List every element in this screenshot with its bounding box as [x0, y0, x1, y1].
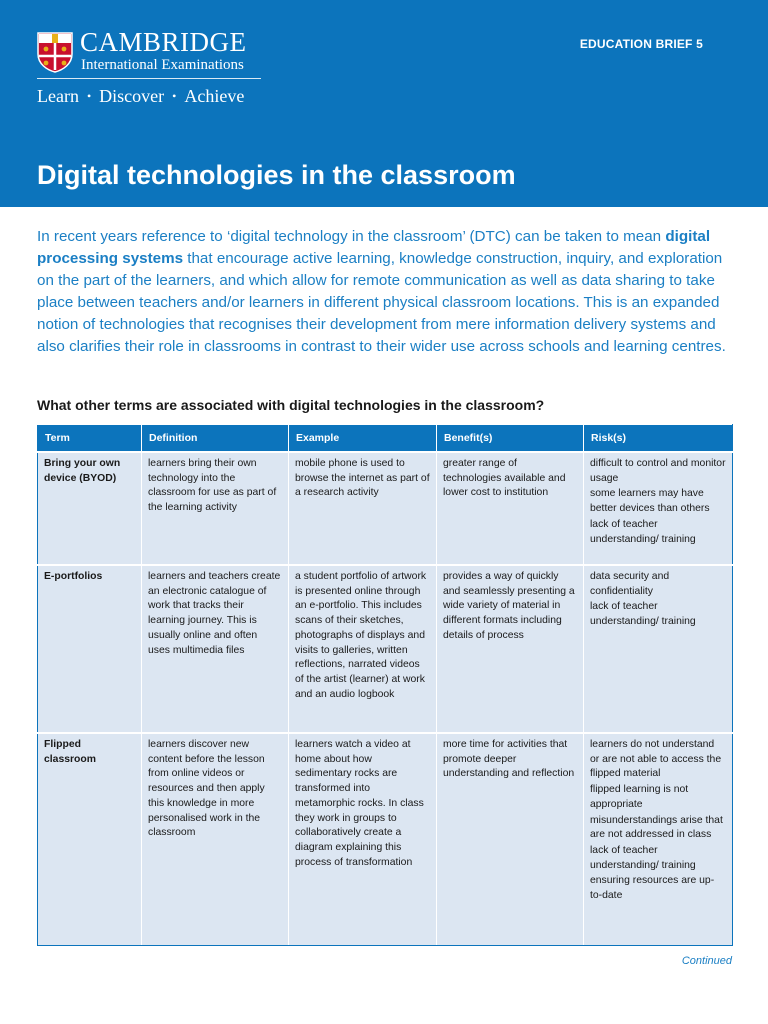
table-row [38, 565, 733, 733]
continued-note: Continued [681, 955, 732, 967]
header-banner [0, 0, 768, 207]
tagline-achieve: Achieve [184, 86, 245, 106]
brief-label: EDUCATION BRIEF 5 [579, 37, 703, 51]
risk-item: lack of teacher understanding/ training [590, 844, 696, 871]
header-example: Example [289, 425, 437, 453]
risk-item: difficult to control and monitor usage [590, 458, 726, 484]
header-term: Term [38, 425, 142, 453]
cell-definition: learners discover new content before the lesson from online videos or resources and then apply this knowledge in more personalised work in the classroom [142, 733, 289, 945]
tagline-separator: • [172, 89, 177, 103]
cell-benefit: provides a way of quickly and seamlessly presenting a wide variety of material in different formats including details of process [437, 565, 584, 733]
cell-example: mobile phone is used to browse the internet as part of a research activity [289, 452, 437, 565]
risk-item: some learners may have better devices than others [590, 488, 710, 515]
intro-paragraph [37, 226, 737, 357]
risk-item: learners do not understand or are not able to access the flipped material [590, 739, 722, 780]
header-benefits: Benefit(s) [437, 425, 584, 453]
table-header-row [38, 425, 733, 453]
cell-term: Bring your own device (BYOD) [38, 452, 142, 565]
table-row [38, 733, 733, 945]
brand-name: CAMBRIDGE [80, 27, 247, 57]
intro-text-end: that encourage active learning, knowledge construction, inquiry, and exploration on the part of the learners, and which allow for remote communication as well as data sharing to take place between teachers and/or learners in different physical classroom locations. This is an expanded notion of technologies that recognises their development from mere information delivery systems and also clarifies their role in classrooms in contrast to their wider use across schools and learning centres. [37, 249, 726, 355]
risk-item: ensuring resources are up-to-date [590, 875, 715, 902]
intro-text-start: In recent years reference to ‘digital technology in the classroom’ (DTC) can be taken to mean [37, 228, 666, 245]
tagline-learn: Learn [37, 86, 79, 106]
risk-item: lack of teacher understanding/ training [590, 518, 696, 545]
cell-example: learners watch a video at home about how sedimentary rocks are transformed into metamorphic rocks. In class they work in groups to collaboratively create a diagram explaining this process of transformation [289, 733, 437, 945]
table-row [38, 452, 733, 565]
cell-benefit: greater range of technologies available and lower cost to institution [437, 452, 584, 565]
tagline [37, 85, 244, 107]
cell-term: E-portfolios [38, 565, 142, 733]
cell-definition: learners bring their own technology into the classroom for use as part of the learning activity [142, 452, 289, 565]
cell-risks [584, 733, 733, 945]
section-question: What other terms are associated with digital technologies in the classroom? [37, 397, 545, 413]
tagline-discover: Discover [99, 86, 165, 106]
cell-definition: learners and teachers create an electronic catalogue of work that tracks their learning journey. This is usually online and often uses multimedia files [142, 565, 289, 733]
risk-item: lack of teacher understanding/ training [590, 601, 696, 628]
header-definition: Definition [142, 425, 289, 453]
cell-benefit: more time for activities that promote deeper understanding and reflection [437, 733, 584, 945]
cell-example: a student portfolio of artwork is presented online through an e-portfolio. This includes scans of their sketches, photographs of displays and visits to galleries, written reflections, narrated videos of the artist (learner) at work and an audio logbook [289, 565, 437, 733]
brand-divider [37, 78, 261, 79]
risk-item: misunderstandings arise that are not addressed in class [590, 814, 723, 841]
risk-item: flipped learning is not appropriate [590, 784, 689, 810]
brand-subtitle: International Examinations [81, 57, 244, 73]
cell-term: Flipped classroom [38, 733, 142, 945]
cell-risks [584, 452, 733, 565]
cambridge-crest-icon [37, 32, 73, 73]
header-risks: Risk(s) [584, 425, 733, 453]
cell-risks [584, 565, 733, 733]
terms-table [37, 424, 733, 946]
page-title: Digital technologies in the classroom [37, 160, 516, 190]
tagline-separator: • [86, 89, 92, 103]
risk-item: data security and confidentiality [590, 571, 670, 597]
intro-highlight: digital processing systems [37, 228, 711, 267]
